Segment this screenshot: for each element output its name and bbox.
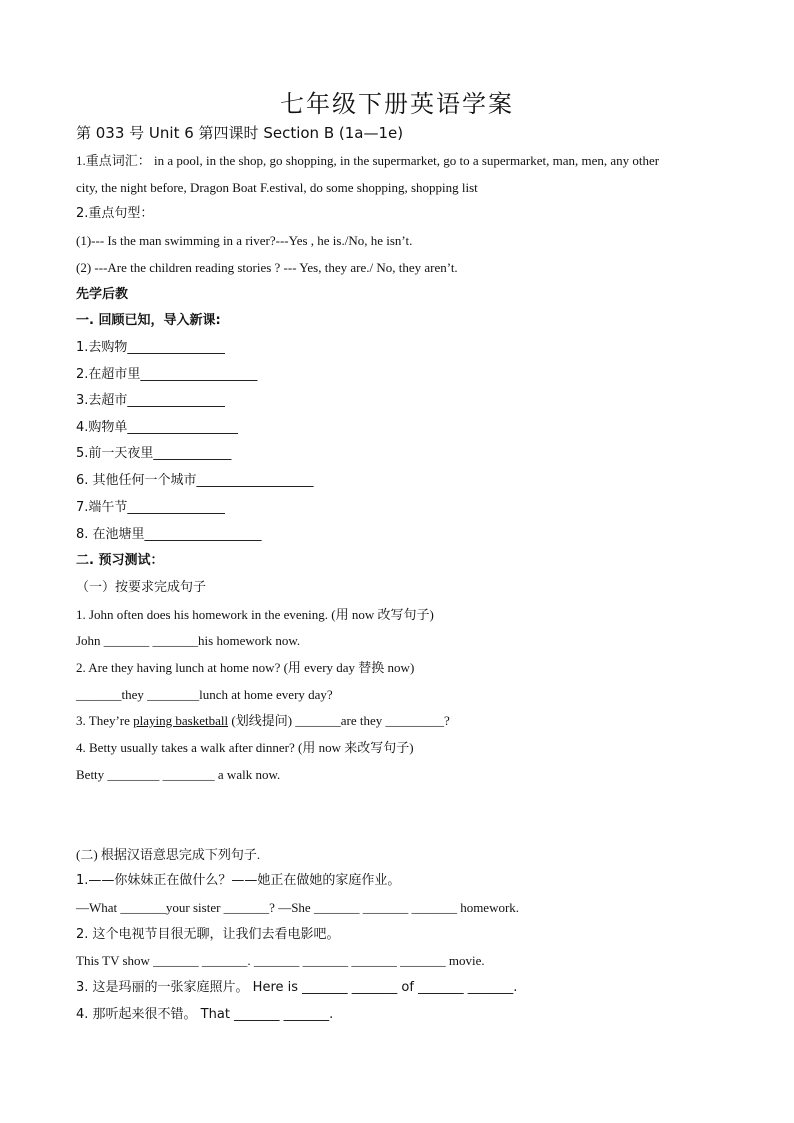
question-3 [76, 712, 450, 730]
part2-sub1: （一）按要求完成句子 [76, 580, 207, 595]
vocab-line-1: 1.重点词汇： in a pool, in the shop, go shopping, in the supermarket, go to a supermarket, man, men, any other [76, 153, 660, 168]
translation-2: 2. 这个电视节目很无聊，让我们去看电影吧。 [76, 927, 340, 942]
translation-1-answer: —What _______your sister _______? —She _______ _______ _______ homework. [76, 900, 520, 915]
part1-item-7: 7.端午节_______________ [76, 500, 225, 515]
sentences-heading: 2.重点句型： [76, 206, 154, 221]
part1-item-1: 1.去购物_______________ [76, 340, 225, 355]
question-3-underlined: playing basketball [133, 713, 229, 728]
question-4-answer: Betty ________ ________ a walk now. [76, 767, 281, 782]
section-label: 先学后教 [76, 287, 129, 302]
part2-sub2: (二) 根据汉语意思完成下列句子. [76, 847, 261, 862]
translation-2-answer: This TV show _______ _______. _______ _______ _______ _______ movie. [76, 953, 485, 968]
page-title: 七年级下册英语学案 [280, 90, 514, 118]
translation-1: 1.——你妹妹正在做什么？——她正在做她的家庭作业。 [76, 873, 401, 888]
sentence-2: (2) ---Are the children reading stories ? --- Yes, they are./ No, they aren’t. [76, 260, 458, 275]
part1-item-8: 8. 在池塘里__________________ [76, 527, 262, 542]
part2-heading: 二. 预习测试： [76, 553, 164, 568]
part1-item-6: 6. 其他任何一个城市__________________ [76, 473, 314, 488]
vocab-line-2: city, the night before, Dragon Boat F.estival, do some shopping, shopping list [76, 180, 478, 195]
part1-item-3: 3.去超市_______________ [76, 393, 225, 408]
sentence-1: (1)--- Is the man swimming in a river?---Yes , he is./No, he isn’t. [76, 233, 413, 248]
question-1: 1. John often does his homework in the evening. (用 now 改写句子) [76, 607, 434, 622]
part1-item-2: 2.在超市里__________________ [76, 367, 258, 382]
question-3-prefix: 3. They’re [76, 713, 134, 728]
translation-3: 3. 这是玛丽的一张家庭照片。 Here is _______ _______ of _______ _______. [76, 980, 518, 995]
question-2-answer: _______they ________lunch at home every day? [76, 687, 333, 702]
question-1-answer: John _______ _______his homework now. [76, 633, 301, 648]
question-3-suffix: (划线提问) _______are they _________? [228, 713, 450, 728]
part1-item-5: 5.前一天夜里____________ [76, 446, 232, 461]
question-4: 4. Betty usually takes a walk after dinner? (用 now 来改写句子) [76, 740, 414, 755]
part1-item-4: 4.购物单_________________ [76, 420, 238, 435]
translation-4: 4. 那听起来很不错。 That _______ _______. [76, 1007, 334, 1022]
question-2: 2. Are they having lunch at home now? (用 every day 替换 now) [76, 660, 415, 675]
part1-heading: 一. 回顾已知，导入新课: [76, 313, 221, 328]
lesson-header: 第 033 号 Unit 6 第四课时 Section B (1a—1e) [76, 124, 404, 142]
